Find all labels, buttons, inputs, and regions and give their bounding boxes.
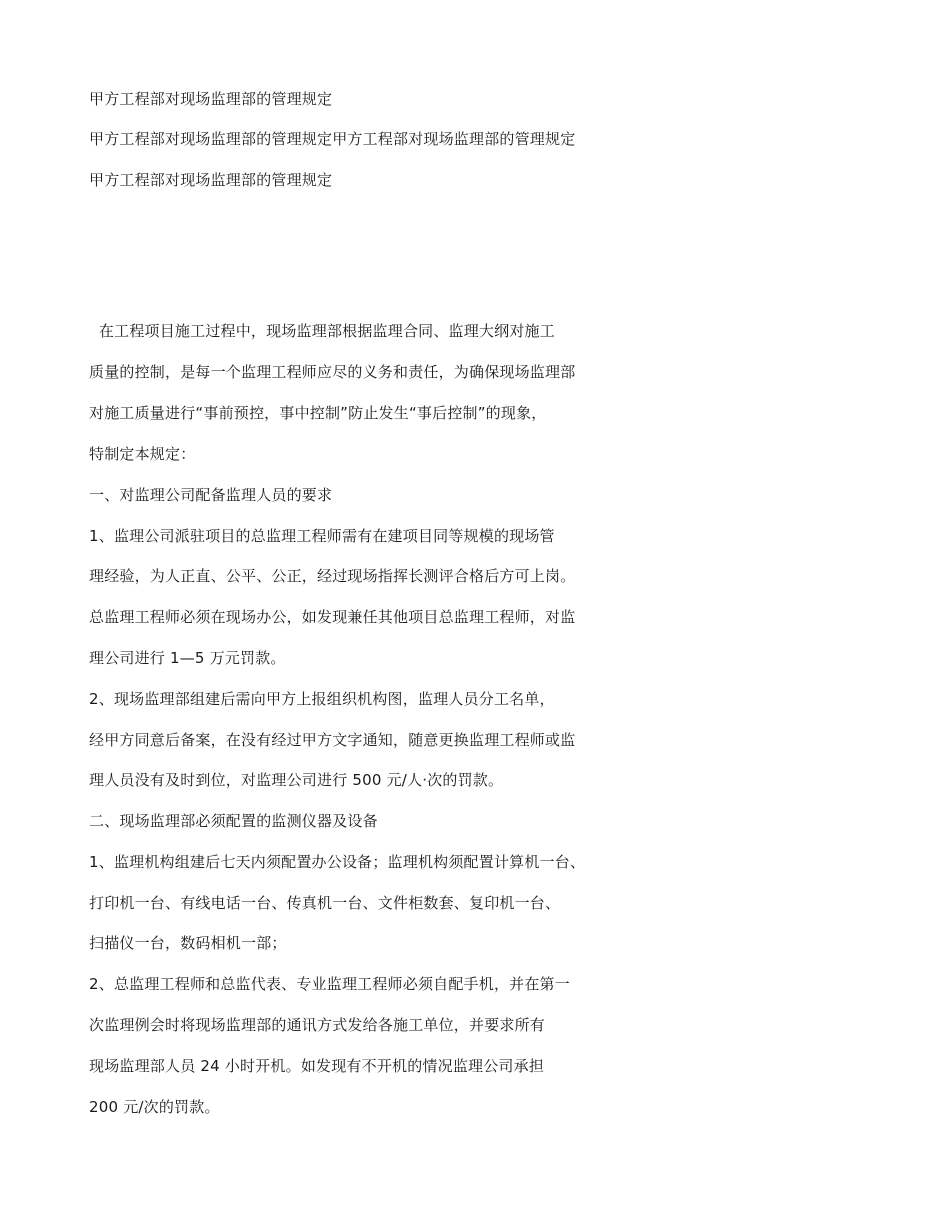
body-line-19: 现场监理部人员 24 小时开机。如发现有不开机的情况监理公司承担 [89,1057,545,1075]
body-line-4: 特制定本规定： [89,445,196,463]
body-line-6: 1、监理公司派驻项目的总监理工程师需有在建项目同等规模的现场管 [89,527,555,545]
body-line-17: 2、总监理工程师和总监代表、专业监理工程师必须自配手机，并在第一 [89,975,570,993]
body-line-14: 1、监理机构组建后七天内须配置办公设备；监理机构须配置计算机一台、 [89,853,586,871]
body-line-11: 经甲方同意后备案，在没有经过甲方文字通知，随意更换监理工程师或监 [89,731,576,749]
body-line-20: 200 元/次的罚款。 [89,1098,220,1116]
section-heading-2: 二、现场监理部必须配置的监测仪器及设备 [89,812,378,830]
body-line-8: 总监理工程师必须在现场办公，如发现兼任其他项目总监理工程师，对监 [89,608,576,626]
header-line-1: 甲方工程部对现场监理部的管理规定 [89,90,333,108]
header-line-2: 甲方工程部对现场监理部的管理规定甲方工程部对现场监理部的管理规定 [89,130,576,148]
body-line-2: 质量的控制，是每一个监理工程师应尽的义务和责任，为确保现场监理部 [89,363,576,381]
body-line-7: 理经验，为人正直、公平、公正，经过现场指挥长测评合格后方可上岗。 [89,567,576,585]
body-line-3: 对施工质量进行“事前预控，事中控制”防止发生“事后控制”的现象， [89,404,547,422]
body-line-9: 理公司进行 1—5 万元罚款。 [89,649,286,667]
section-heading-1: 一、对监理公司配备监理人员的要求 [89,486,333,504]
body-line-18: 次监理例会时将现场监理部的通讯方式发给各施工单位，并要求所有 [89,1016,546,1034]
header-line-3: 甲方工程部对现场监理部的管理规定 [89,171,333,189]
body-line-15: 打印机一台、有线电话一台、传真机一台、文件柜数套、复印机一台、 [89,894,561,912]
body-line-1: 在工程项目施工过程中，现场监理部根据监理合同、监理大纲对施工 [89,322,555,340]
body-line-16: 扫描仪一台，数码相机一部； [89,934,287,952]
body-line-10: 2、现场监理部组建后需向甲方上报组织机构图，监理人员分工名单， [89,690,555,708]
body-line-12: 理人员没有及时到位，对监理公司进行 500 元/人·次的罚款。 [89,771,504,789]
